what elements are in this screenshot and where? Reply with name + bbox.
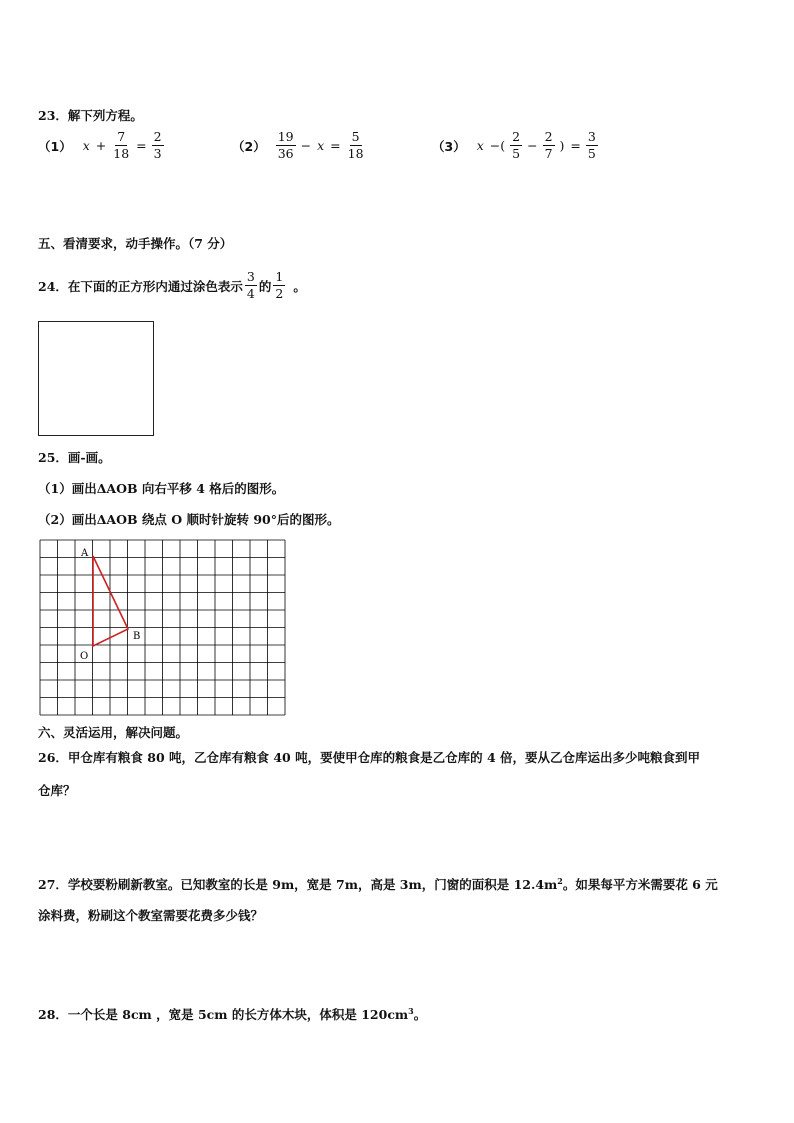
point-o-label: O (80, 651, 89, 662)
eq2-fraction-1 (276, 130, 296, 161)
eq1-equals: = (136, 138, 147, 153)
eq1-f1-num: 7 (117, 129, 126, 144)
q25-sub1: （1）画出ΔAOB 向右平移 4 格后的图形。 (38, 481, 285, 496)
eq3-f2-den: 7 (544, 146, 553, 161)
eq1-fraction-1 (111, 130, 131, 161)
eq1-f1-den: 18 (113, 146, 130, 161)
q24-fraction-1 (245, 270, 257, 301)
section-5-heading: 五、看清要求，动手操作。（7 分） (38, 236, 233, 251)
point-b-label: B (133, 631, 141, 642)
q24-f1-den: 4 (246, 286, 255, 301)
q27-line1 (38, 875, 718, 893)
eq3-f3-den: 5 (587, 146, 596, 161)
eq2-fraction-2 (346, 130, 366, 161)
eq1-f2-den: 3 (153, 146, 162, 161)
point-a-label: A (81, 548, 89, 559)
q27-line2: 涂料费，粉刷这个教室需要花费多少钱？ (38, 908, 264, 923)
eq1-plus: + (95, 138, 107, 153)
q25-sub2: （2）画出ΔAOB 绕点 O 顺时针旋转 90°后的图形。 (38, 512, 340, 527)
q24-fraction-2 (273, 270, 285, 301)
q24-suffix: 。 (293, 278, 306, 294)
q28-cubed: 3 (408, 1005, 414, 1016)
q28-pre: 28．一个长是 8cm ，宽是 5cm 的长方体木块，体积是 120cm (38, 1007, 409, 1022)
eq2-f1-num: 19 (277, 129, 294, 144)
eq3-minus-paren: −( (489, 138, 506, 153)
q26-line1: 26．甲仓库有粮食 80 吨，乙仓库有粮食 40 吨，要使甲仓库的粮食是乙仓库的 4 倍，要从乙仓库运出多少吨粮食到甲 (38, 750, 700, 765)
equation-3 (432, 130, 600, 161)
eq1-f2-num: 2 (153, 129, 162, 144)
q28-post: 。 (413, 1007, 427, 1022)
q24-f2-den: 2 (275, 286, 284, 301)
grid-lines (40, 540, 285, 715)
q28-text (38, 1005, 426, 1023)
eq1-var: x (82, 138, 90, 153)
eq2-minus: − (300, 138, 312, 153)
eq3-equals: = (570, 138, 581, 153)
equation-2 (232, 130, 368, 161)
eq3-minus: − (527, 138, 538, 153)
drawing-grid[interactable] (38, 538, 290, 718)
eq1-tag: （1） (38, 138, 72, 154)
eq3-f3-num: 3 (587, 129, 596, 144)
triangle-aob (93, 556, 128, 646)
q24-mid: 的 (258, 278, 272, 294)
q24-f1-num: 3 (246, 269, 255, 284)
eq3-var: x (476, 138, 484, 153)
eq3-fraction-1 (510, 130, 522, 161)
eq3-f1-num: 2 (512, 129, 521, 144)
eq2-var: x (317, 138, 325, 153)
eq3-f1-den: 5 (512, 146, 521, 161)
shading-square[interactable] (38, 321, 154, 436)
eq2-tag: （2） (232, 138, 266, 154)
eq2-f1-den: 36 (277, 146, 294, 161)
eq3-close-paren: ) (559, 138, 565, 153)
q23-title: 23．解下列方程。 (38, 108, 143, 123)
eq3-tag: （3） (432, 138, 466, 154)
q24-text (38, 270, 306, 301)
eq3-f2-num: 2 (544, 129, 553, 144)
q27-line1-post: 。如果每平方米需要花 6 元 (562, 877, 718, 892)
eq3-fraction-3 (586, 130, 598, 161)
section-6-heading: 六、灵活运用，解决问题。 (38, 725, 189, 740)
q24-f2-num: 1 (275, 269, 284, 284)
eq2-f2-num: 5 (351, 129, 360, 144)
q27-line1-pre: 27．学校要粉刷新教室。已知教室的长是 9m，宽是 7m，高是 3m，门窗的面积是 12.4m (38, 877, 558, 892)
q27-squared: 2 (557, 875, 563, 886)
eq2-equals: = (330, 138, 341, 153)
eq3-fraction-2 (543, 130, 555, 161)
q26-line2: 仓库？ (38, 783, 76, 798)
eq1-fraction-2 (152, 130, 164, 161)
q25-title: 25．画-画。 (38, 450, 111, 465)
q24-prefix: 24．在下面的正方形内通过涂色表示 (38, 278, 243, 294)
eq2-f2-den: 18 (347, 146, 364, 161)
equation-1 (38, 130, 166, 161)
